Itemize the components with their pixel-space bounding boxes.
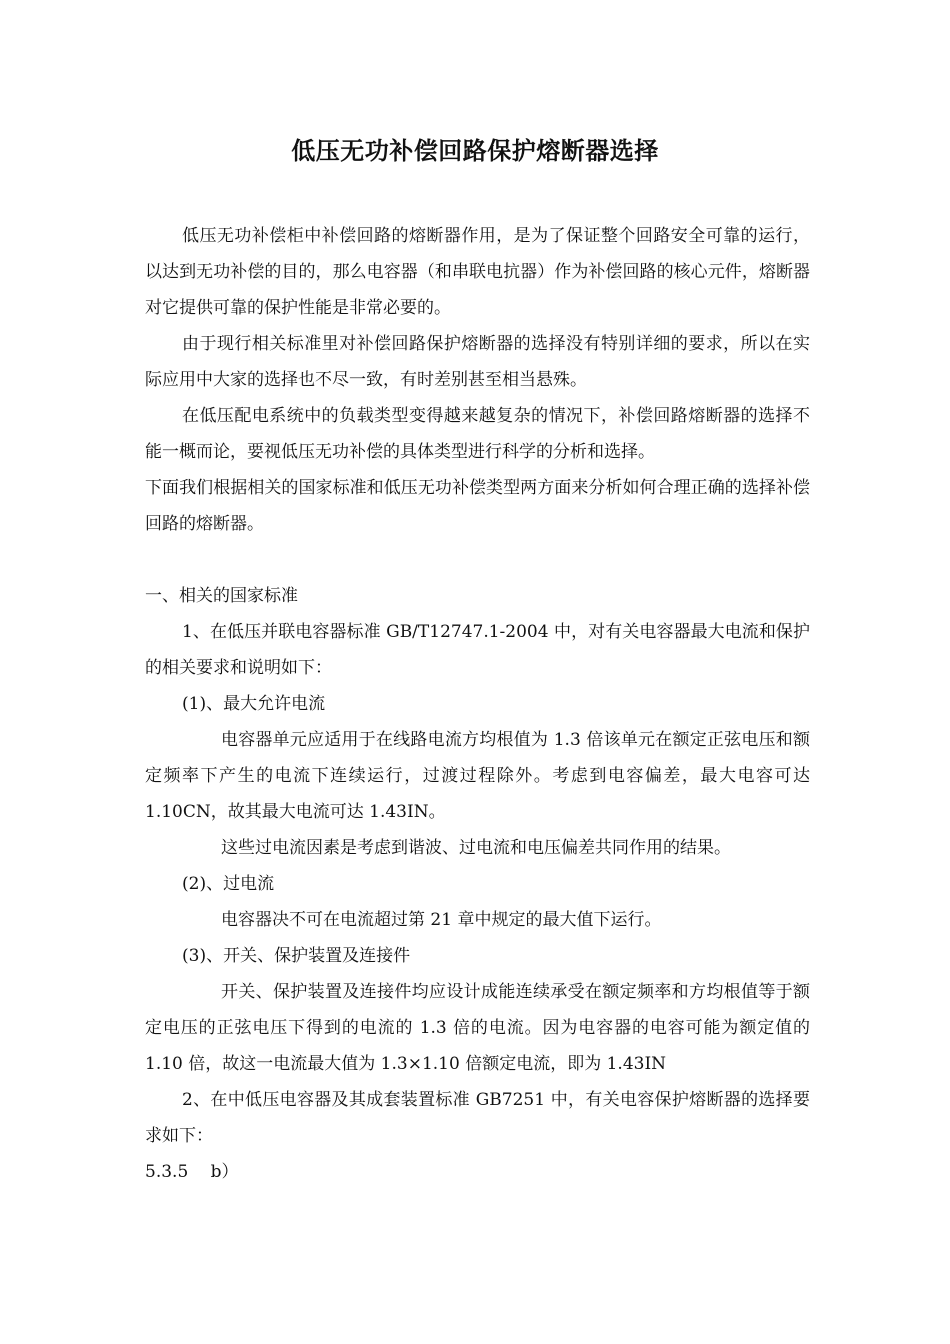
standard-item-2: 2、在中低压电容器及其成套装置标准 GB7251 中，有关电容保护熔断器的选择要求如下： (145, 1090, 810, 1146)
intro-paragraph-3: 在低压配电系统中的负载类型变得越来越复杂的情况下，补偿回路熔断器的选择不能一概而论，要视低压无功补偿的具体类型进行科学的分析和选择。 (145, 406, 810, 462)
sub-heading-1: (1)、最大允许电流 (182, 694, 326, 714)
section-heading: 一、相关的国家标准 (145, 586, 298, 606)
sub-paragraph-3: 开关、保护装置及连接件均应设计成能连续承受在额定频率和方均根值等于额定电压的正弦电压下得到的电流的 1.3 倍的电流。因为电容器的电容可能为额定值的 1.10 倍，故这一电流最大值为 1.3×1.10 倍额定电流，即为 1.43IN (145, 982, 810, 1074)
clause-reference: 5.3.5 b） (145, 1162, 239, 1182)
sub-heading-3: (3)、开关、保护装置及连接件 (182, 946, 411, 966)
sub-note-1: 这些过电流因素是考虑到谐波、过电流和电压偏差共同作用的结果。 (221, 838, 731, 858)
sub-paragraph-1: 电容器单元应适用于在线路电流方均根值为 1.3 倍该单元在额定正弦电压和额定频率下产生的电流下连续运行，过渡过程除外。考虑到电容偏差，最大电容可达 1.10CN，故其最大电流可达 1.43IN。 (145, 730, 810, 822)
document-title: 低压无功补偿回路保护熔断器选择 (291, 137, 659, 165)
sub-heading-2: (2)、过电流 (182, 874, 275, 894)
section-spacer (145, 542, 810, 578)
sub-paragraph-2: 电容器决不可在电流超过第 21 章中规定的最大值下运行。 (221, 910, 662, 930)
standard-item-1: 1、在低压并联电容器标准 GB/T12747.1-2004 中，对有关电容器最大电流和保护的相关要求和说明如下： (145, 622, 810, 678)
intro-paragraph-2: 由于现行相关标准里对补偿回路保护熔断器的选择没有特别详细的要求，所以在实际应用中大家的选择也不尽一致，有时差别甚至相当悬殊。 (145, 334, 810, 390)
intro-paragraph-1: 低压无功补偿柜中补偿回路的熔断器作用，是为了保证整个回路安全可靠的运行，以达到无功补偿的目的，那么电容器（和串联电抗器）作为补偿回路的核心元件，熔断器对它提供可靠的保护性能是非常必要的。 (145, 226, 810, 318)
document-body (145, 218, 810, 1190)
intro-paragraph-4: 下面我们根据相关的国家标准和低压无功补偿类型两方面来分析如何合理正确的选择补偿回路的熔断器。 (145, 478, 810, 534)
